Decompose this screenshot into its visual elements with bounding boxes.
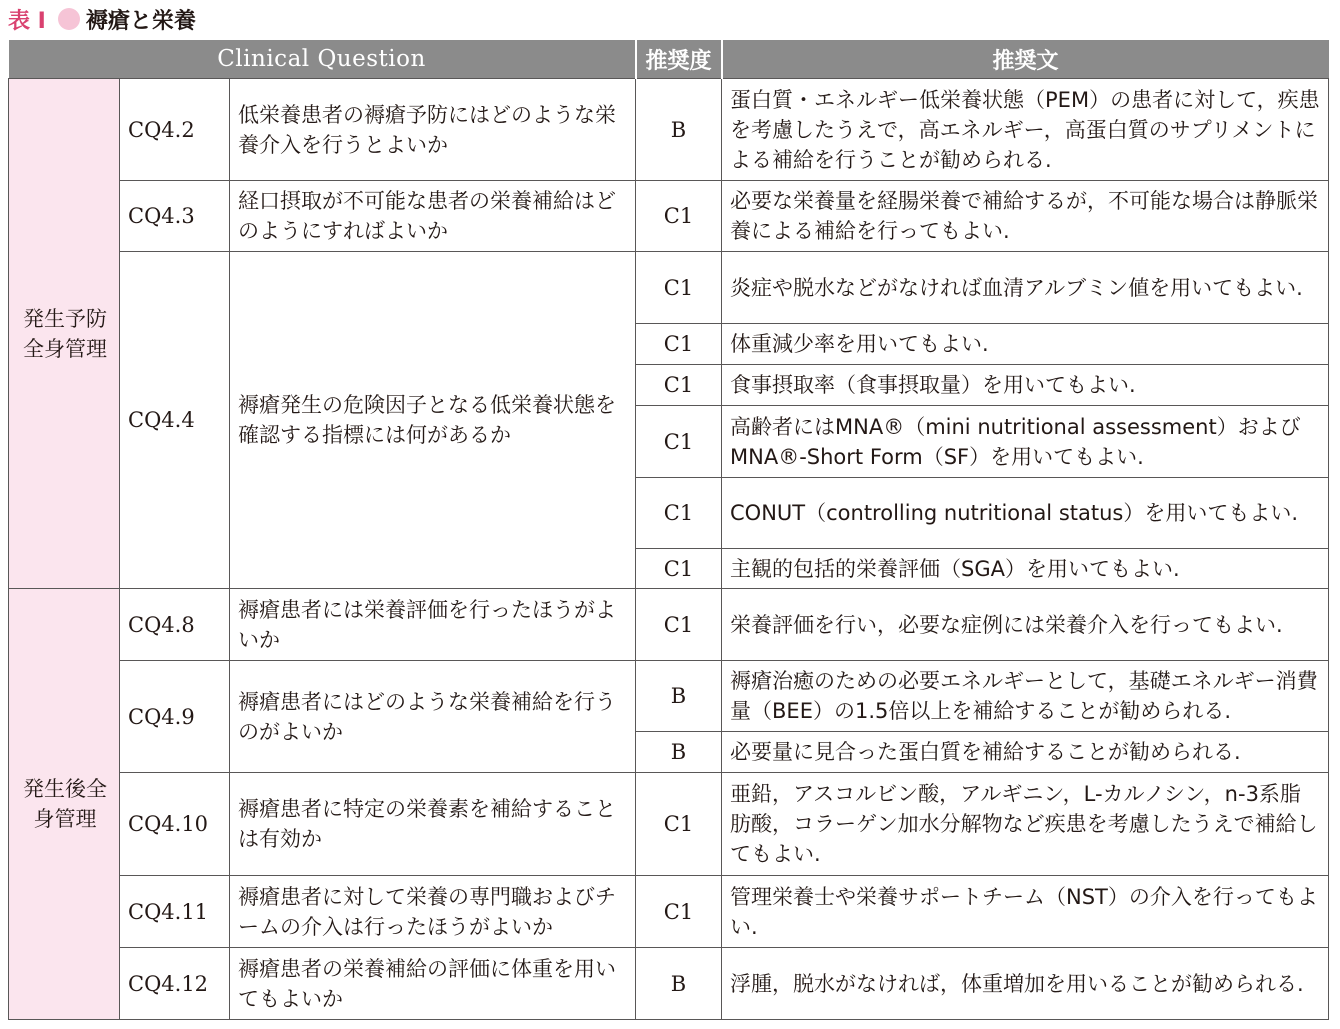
recommendation-grade: C1 [636,876,722,948]
cq-question: 褥瘡患者には栄養評価を行ったほうがよいか [230,589,636,661]
recommendation-grade: C1 [636,589,722,661]
recommendation-statement: 蛋白質・エネルギー低栄養状態（PEM）の患者に対して，疾患を考慮したうえで，高エネルギー，高蛋白質のサプリメントによる補給を行うことが勧められる. [722,79,1329,181]
header-grade: 推奨度 [636,40,722,79]
recommendation-grade: C1 [636,181,722,252]
recommendation-grade: C1 [636,549,722,589]
header-statement: 推奨文 [722,40,1329,79]
table-heading: 褥瘡と栄養 [85,8,196,34]
recommendation-statement: 高齢者にはMNA®（mini nutritional assessment）およびMNA®-Short Form（SF）を用いてもよい. [722,406,1329,478]
recommendation-grade: C1 [636,324,722,365]
recommendation-grade: C1 [636,252,722,324]
table-row [9,589,1329,661]
recommendation-statement: CONUT（controlling nutritional status）を用いてもよい. [722,478,1329,549]
recommendation-statement: 主観的包括的栄養評価（SGA）を用いてもよい. [722,549,1329,589]
table-row [9,252,1329,324]
recommendation-grade: C1 [636,773,722,876]
bullet-circle-icon [58,8,80,30]
cq-id: CQ4.9 [120,661,230,773]
cq-id: CQ4.2 [120,79,230,181]
recommendation-statement: 褥瘡治癒のための必要エネルギーとして，基礎エネルギー消費量（BEE）の1.5倍以上を補給することが勧められる. [722,661,1329,732]
cq-question: 褥瘡患者の栄養補給の評価に体重を用いてもよいか [230,948,636,1020]
recommendation-statement: 炎症や脱水などがなければ血清アルブミン値を用いてもよい. [722,252,1329,324]
stage-after-onset: 発生後全身管理 [9,589,120,1020]
cq-question: 低栄養患者の褥瘡予防にはどのような栄養介入を行うとよいか [230,79,636,181]
recommendation-grade: B [636,661,722,732]
recommendation-grade: C1 [636,406,722,478]
recommendation-statement: 栄養評価を行い，必要な症例には栄養介入を行ってもよい. [722,589,1329,661]
cq-id: CQ4.11 [120,876,230,948]
recommendation-statement: 食事摂取率（食事摂取量）を用いてもよい. [722,365,1329,406]
cq-question: 褥瘡患者にはどのような栄養補給を行うのがよいか [230,661,636,773]
cq-id: CQ4.12 [120,948,230,1020]
cq-question: 経口摂取が不可能な患者の栄養補給はどのようにすればよいか [230,181,636,252]
table-row [9,876,1329,948]
recommendation-grade: B [636,79,722,181]
header-row [9,40,1329,79]
table-row [9,948,1329,1020]
cq-id: CQ4.8 [120,589,230,661]
cq-question: 褥瘡発生の危険因子となる低栄養状態を確認する指標には何があるか [230,252,636,589]
stage-prevention: 発生予防全身管理 [9,79,120,589]
table-row [9,79,1329,181]
table-number: 表 I [8,8,46,34]
cq-question: 褥瘡患者に特定の栄養素を補給することは有効か [230,773,636,876]
recommendation-statement: 亜鉛，アスコルビン酸，アルギニン，L-カルノシン，n-3系脂肪酸，コラーゲン加水分解物など疾患を考慮したうえで補給してもよい. [722,773,1329,876]
table-row [9,773,1329,876]
table-row [9,661,1329,732]
cq-id: CQ4.3 [120,181,230,252]
recommendation-statement: 必要量に見合った蛋白質を補給することが勧められる. [722,732,1329,773]
recommendation-grade: C1 [636,365,722,406]
header-clinical-question: Clinical Question [9,40,636,79]
recommendation-grade: C1 [636,478,722,549]
recommendation-statement: 体重減少率を用いてもよい. [722,324,1329,365]
table-row [9,181,1329,252]
recommendation-statement: 必要な栄養量を経腸栄養で補給するが，不可能な場合は静脈栄養による補給を行ってもよい. [722,181,1329,252]
cq-question: 褥瘡患者に対して栄養の専門職およびチームの介入は行ったほうがよいか [230,876,636,948]
recommendation-statement: 浮腫，脱水がなければ，体重増加を用いることが勧められる. [722,948,1329,1020]
cq-id: CQ4.10 [120,773,230,876]
recommendation-grade: B [636,948,722,1020]
cq-id: CQ4.4 [120,252,230,589]
table-title [8,2,196,36]
recommendation-grade: B [636,732,722,773]
recommendation-statement: 管理栄養士や栄養サポートチーム（NST）の介入を行ってもよい. [722,876,1329,948]
nutrition-guideline-table [8,40,1329,1020]
